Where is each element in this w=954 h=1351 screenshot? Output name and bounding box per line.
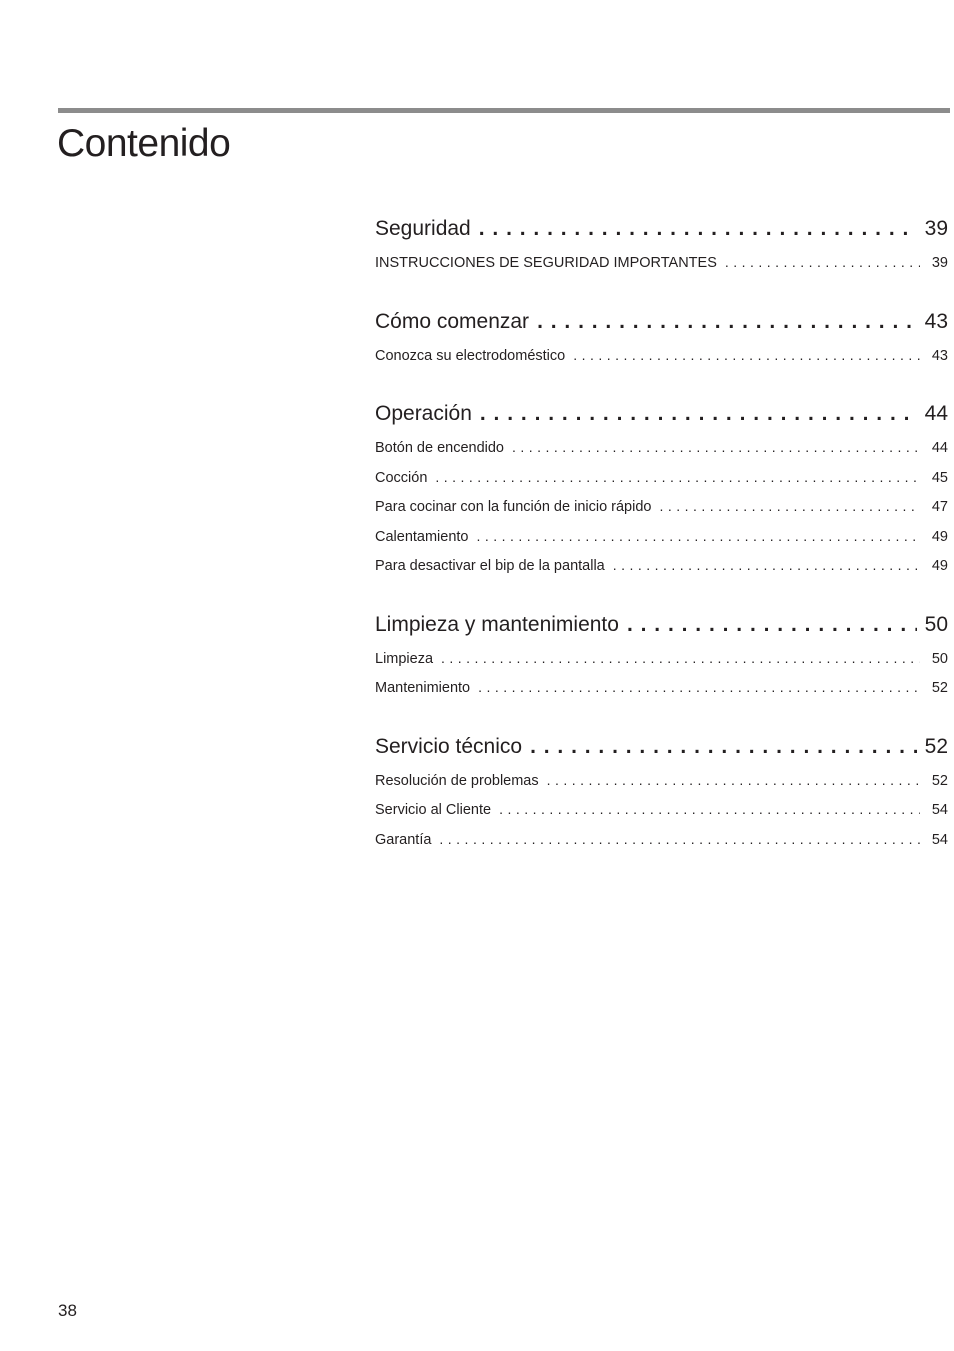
toc-heading-label: Cómo comenzar xyxy=(375,309,530,333)
toc-entry-label: Conozca su electrodoméstico xyxy=(375,347,566,364)
toc-entry-page: 43 xyxy=(931,347,948,364)
page-title: Contenido xyxy=(57,122,231,165)
toc-entry[interactable] xyxy=(375,433,948,463)
toc-entry-page: 45 xyxy=(931,469,948,486)
toc-entry[interactable] xyxy=(375,673,948,703)
toc-section-operacion xyxy=(375,397,948,581)
toc-entry-label: Para cocinar con la función de inicio rápido xyxy=(375,499,652,515)
toc-section-limpieza xyxy=(375,608,948,703)
dot-leader xyxy=(478,673,920,703)
toc-heading-label: Servicio técnico xyxy=(375,734,523,758)
toc-entry-label: Cocción xyxy=(375,469,428,486)
toc-entry-label: Para desactivar el bip de la pantalla xyxy=(375,558,605,574)
toc-entry-label: INSTRUCCIONES DE SEGURIDAD IMPORTANTES xyxy=(375,255,717,271)
toc-entry-page: 52 xyxy=(931,772,948,789)
toc-heading-label: Operación xyxy=(375,402,472,425)
dot-leader xyxy=(547,766,920,796)
toc-heading-entry[interactable] xyxy=(375,608,948,642)
toc-entry-label: Garantía xyxy=(375,831,432,848)
toc-entry-page: 52 xyxy=(931,680,948,696)
toc-heading-label: Limpieza y mantenimiento xyxy=(375,612,619,636)
toc-entry-label: Resolución de problemas xyxy=(375,772,539,789)
dot-leader xyxy=(499,795,920,825)
toc-section-seguridad xyxy=(375,212,948,278)
toc-heading-page: 39 xyxy=(924,217,948,240)
dot-leader xyxy=(512,433,920,463)
dot-leader xyxy=(439,825,920,855)
dot-leader xyxy=(725,248,920,278)
dot-leader xyxy=(480,397,917,431)
toc-heading-entry[interactable] xyxy=(375,730,948,764)
toc-entry[interactable] xyxy=(375,248,948,278)
toc-heading-entry[interactable] xyxy=(375,305,948,339)
toc-entry-label: Servicio al Cliente xyxy=(375,802,492,818)
toc-section-como-comenzar xyxy=(375,305,948,371)
dot-leader xyxy=(659,492,920,522)
dot-leader xyxy=(441,644,920,674)
toc-entry-page: 54 xyxy=(931,831,948,848)
toc-entry-label: Calentamiento xyxy=(375,528,469,545)
toc-entry-page: 49 xyxy=(931,558,948,574)
toc-entry[interactable] xyxy=(375,463,948,493)
toc-entry-page: 44 xyxy=(931,440,948,456)
dot-leader xyxy=(435,463,920,493)
toc-entry[interactable] xyxy=(375,644,948,674)
dot-leader xyxy=(537,305,917,339)
page-number: 38 xyxy=(58,1301,77,1320)
dot-leader xyxy=(477,522,921,552)
toc-entry[interactable] xyxy=(375,522,948,552)
dot-leader xyxy=(627,608,917,642)
toc-entry[interactable] xyxy=(375,492,948,522)
toc-heading-entry[interactable] xyxy=(375,397,948,431)
toc-entry-page: 54 xyxy=(931,802,948,818)
toc-heading-page: 50 xyxy=(924,612,948,636)
dot-leader xyxy=(530,730,917,764)
toc-entry-page: 50 xyxy=(931,650,948,667)
toc-entry[interactable] xyxy=(375,341,948,371)
table-of-contents xyxy=(375,212,948,881)
toc-section-servicio-tecnico xyxy=(375,730,948,855)
toc-entry[interactable] xyxy=(375,795,948,825)
toc-entry-page: 39 xyxy=(931,255,948,271)
toc-entry-label: Botón de encendido xyxy=(375,440,504,456)
toc-entry-label: Limpieza xyxy=(375,650,434,667)
toc-heading-label: Seguridad xyxy=(375,217,471,240)
toc-heading-page: 44 xyxy=(924,402,948,425)
toc-heading-page: 52 xyxy=(924,734,948,758)
toc-heading-page: 43 xyxy=(924,309,948,333)
toc-entry[interactable] xyxy=(375,766,948,796)
toc-entry-page: 49 xyxy=(931,528,948,545)
toc-entry-label: Mantenimiento xyxy=(375,680,471,696)
toc-entry-page: 47 xyxy=(931,499,948,515)
toc-entry[interactable] xyxy=(375,825,948,855)
dot-leader xyxy=(573,341,920,371)
toc-entry[interactable] xyxy=(375,551,948,581)
toc-heading-entry[interactable] xyxy=(375,212,948,246)
top-rule xyxy=(58,108,950,113)
dot-leader xyxy=(479,212,917,246)
dot-leader xyxy=(613,551,920,581)
